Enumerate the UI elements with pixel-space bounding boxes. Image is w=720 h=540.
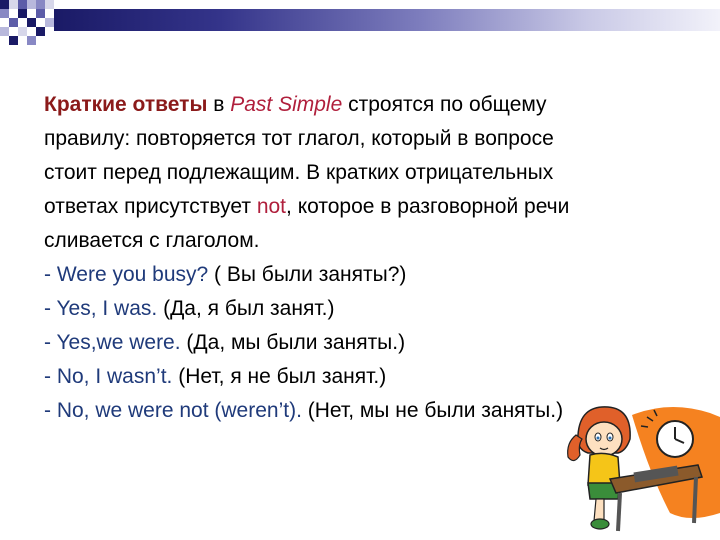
rule-line-3: стоит перед подлежащим. В кратких отрицательных	[44, 161, 554, 184]
example-russian: (Нет, мы не были заняты.)	[307, 399, 564, 422]
slide-body	[44, 88, 694, 428]
tense-name: Past Simple	[230, 93, 343, 116]
not-word: not	[256, 195, 287, 218]
header-square	[45, 18, 54, 27]
header-square	[9, 0, 18, 9]
example-russian: (Да, я был занят.)	[163, 297, 335, 320]
rule-line-5: сливается с глаголом.	[44, 229, 260, 252]
header-square	[9, 36, 18, 45]
example-line	[44, 292, 694, 326]
header-decoration	[0, 0, 720, 48]
example-english: - No, I wasn’t.	[44, 365, 173, 388]
example-english: - Yes,we were.	[44, 331, 181, 354]
header-square	[36, 27, 45, 36]
header-square	[0, 27, 9, 36]
rule-line-1	[44, 88, 694, 122]
rule-line-1-rest: строятся по общему	[348, 93, 547, 116]
rule-line-4-rest: , которое в разговорной речи	[286, 195, 570, 218]
example-line	[44, 360, 694, 394]
girl-at-school-desk-with-clock-icon	[560, 395, 720, 535]
rule-line-4-start: ответах присутствует	[44, 195, 251, 218]
example-russian: ( Вы были заняты?)	[214, 263, 407, 286]
example-line	[44, 326, 694, 360]
rule-line-2: правилу: повторяется тот глагол, который в вопросе	[44, 127, 554, 150]
header-square	[9, 18, 18, 27]
header-square	[27, 0, 36, 9]
header-square	[18, 0, 27, 9]
rule-title: Краткие ответы	[44, 93, 208, 116]
header-gradient-bar	[54, 9, 720, 31]
example-english: - Yes, I was.	[44, 297, 158, 320]
example-english: - Were you busy?	[44, 263, 209, 286]
rule-line-4	[44, 190, 694, 224]
header-square	[18, 27, 27, 36]
header-square	[36, 9, 45, 18]
example-english: - No, we were not (weren’t).	[44, 399, 302, 422]
header-square	[27, 18, 36, 27]
header-square	[45, 0, 54, 9]
header-square	[0, 0, 9, 9]
example-russian: (Да, мы были заняты.)	[186, 331, 406, 354]
example-russian: (Нет, я не был занят.)	[178, 365, 387, 388]
rule-in: в	[213, 93, 225, 116]
example-line	[44, 258, 694, 292]
header-square	[36, 0, 45, 9]
header-square	[0, 9, 9, 18]
header-square	[18, 9, 27, 18]
header-square	[27, 36, 36, 45]
